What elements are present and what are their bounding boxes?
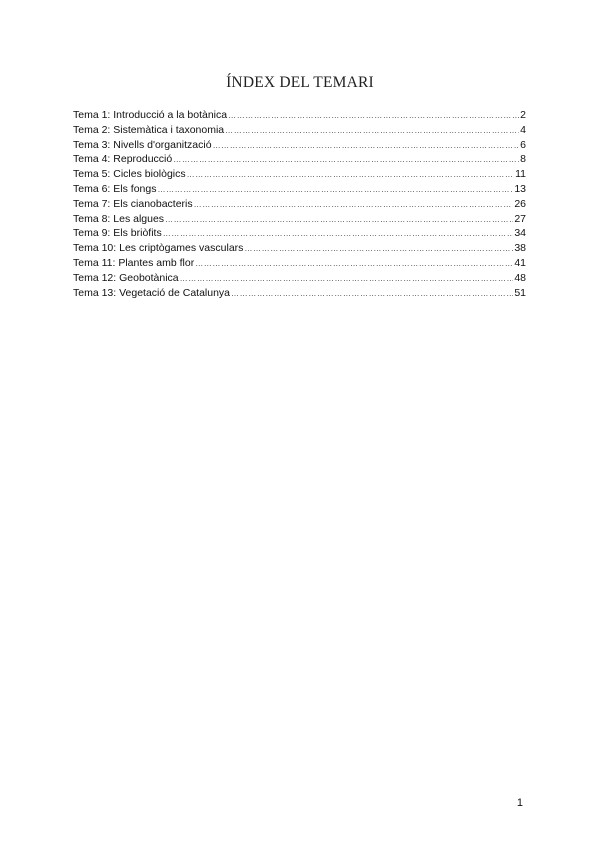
toc-entry-label: Tema 3: Nivells d'organització [73, 138, 212, 151]
toc-entry-page: 41 [514, 256, 526, 269]
toc-leader-dots [213, 139, 520, 153]
toc-leader-dots [187, 168, 514, 182]
toc-entry-label: Tema 4: Reproducció [73, 153, 173, 166]
toc-entry-label: Tema 12: Geobotànica [73, 271, 179, 284]
toc-entry [73, 271, 526, 286]
toc-leader-dots [180, 272, 514, 286]
toc-leader-dots [231, 287, 513, 301]
toc-entry-label: Tema 1: Introducció a la botànica [73, 109, 228, 121]
toc-entry [73, 123, 526, 138]
toc-leader-dots [194, 198, 514, 212]
toc-entry-page: 34 [514, 227, 526, 240]
toc-leader-dots [163, 227, 514, 241]
toc-entry-label: Tema 10: Les criptògames vasculars [73, 242, 244, 255]
toc-entry-label: Tema 7: Els cianobacteris [73, 197, 193, 210]
toc-entry [73, 152, 526, 167]
toc-entry-page: 4 [520, 123, 526, 136]
toc-entry [73, 182, 526, 197]
toc-entry-page: 11 [515, 168, 526, 181]
toc-leader-dots [173, 153, 519, 167]
table-of-contents [73, 108, 526, 300]
toc-leader-dots [195, 257, 513, 271]
toc-entry [73, 138, 526, 153]
toc-entry [73, 256, 526, 271]
toc-leader-dots [157, 183, 513, 197]
toc-entry-label: Tema 6: Els fongs [73, 182, 157, 195]
toc-entry-label: Tema 8: Les algues [73, 212, 165, 225]
page-title: ÍNDEX DEL TEMARI [226, 74, 374, 91]
toc-entry-label: Tema 9: Els briòfits [73, 227, 162, 240]
toc-entry [73, 212, 526, 227]
toc-entry-label: Tema 2: Sistemàtica i taxonomia [73, 123, 225, 136]
toc-entry-label: Tema 11: Plantes amb flor [73, 256, 195, 269]
toc-entry [73, 226, 526, 241]
toc-entry [73, 167, 526, 182]
toc-leader-dots [244, 242, 513, 256]
toc-entry-page: 38 [514, 242, 526, 255]
toc-entry [73, 286, 526, 301]
toc-leader-dots [165, 213, 513, 227]
toc-entry-page: 26 [514, 197, 526, 210]
toc-entry-page: 27 [514, 212, 526, 225]
toc-entry-page: 2 [520, 109, 526, 121]
toc-entry-page: 8 [520, 153, 526, 166]
toc-entry-page: 48 [514, 271, 526, 284]
page-number: 1 [516, 797, 523, 809]
toc-leader-dots [228, 109, 519, 123]
toc-entry-page: 6 [520, 138, 526, 151]
toc-entry [73, 241, 526, 256]
toc-entry [73, 197, 526, 212]
toc-leader-dots [225, 124, 519, 138]
toc-entry-label: Tema 13: Vegetació de Catalunya [73, 286, 231, 299]
toc-entry-page: 13 [514, 182, 526, 195]
toc-entry-page: 51 [514, 286, 526, 299]
toc-entry-label: Tema 5: Cicles biològics [73, 168, 186, 181]
toc-entry [73, 108, 526, 123]
